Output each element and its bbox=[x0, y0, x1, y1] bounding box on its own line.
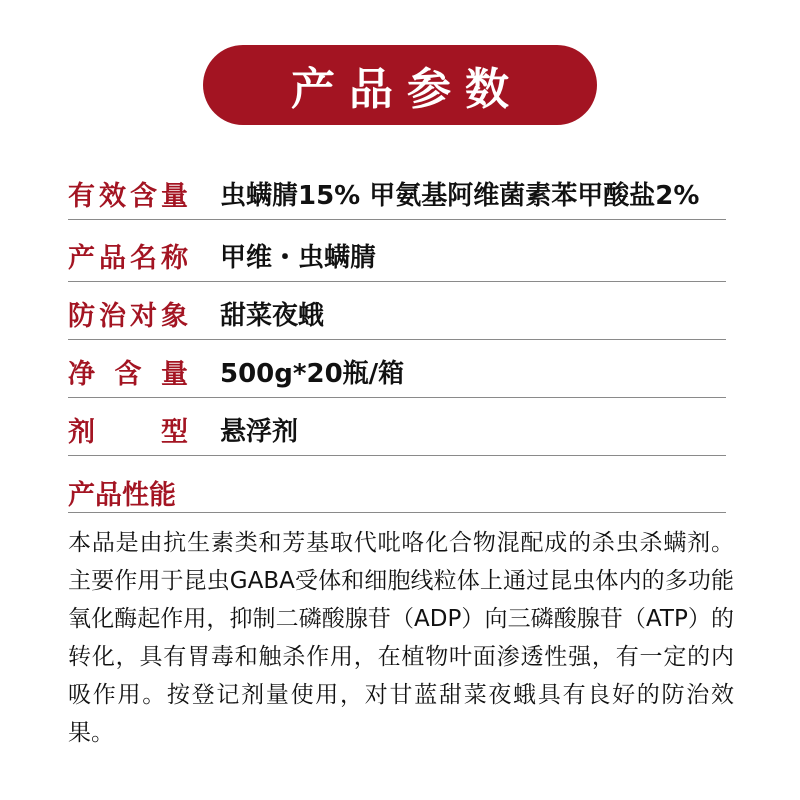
param-value: 悬浮剂 bbox=[220, 417, 299, 447]
param-label: 净含量 bbox=[68, 359, 188, 390]
param-value: 甲维・虫螨腈 bbox=[220, 243, 377, 273]
param-value: 甜菜夜蛾 bbox=[220, 301, 325, 331]
param-label: 剂型 bbox=[68, 417, 188, 448]
divider bbox=[68, 512, 726, 513]
param-row-net-content bbox=[68, 341, 726, 398]
param-row-product-name bbox=[68, 225, 726, 282]
param-row-active-content bbox=[68, 163, 726, 220]
param-row-formulation bbox=[68, 399, 726, 456]
param-row-target-pest bbox=[68, 283, 726, 340]
performance-title: 产品性能 bbox=[68, 480, 176, 511]
param-label: 防治对象 bbox=[68, 301, 188, 332]
param-label: 有效含量 bbox=[68, 181, 188, 212]
page-title: 产品参数 bbox=[291, 64, 523, 115]
param-label: 产品名称 bbox=[68, 243, 188, 274]
performance-description: 本品是由抗生素类和芳基取代吡咯化合物混配成的杀虫杀螨剂。主要作用于昆虫GABA受体和细胞线粒体上通过昆虫体内的多功能氧化酶起作用，抑制二磷酸腺苷（ADP）向三磷酸腺苷（ATP）的转化，具有胃毒和触杀作用，在植物叶面渗透性强，有一定的内吸作用。按登记剂量使用，对甘蓝甜菜夜蛾具有良好的防治效果。 bbox=[68, 530, 734, 746]
param-value: 500g*20瓶/箱 bbox=[220, 359, 405, 389]
title-banner bbox=[203, 45, 597, 125]
param-value: 虫螨腈15% 甲氨基阿维菌素苯甲酸盐2% bbox=[220, 181, 700, 211]
